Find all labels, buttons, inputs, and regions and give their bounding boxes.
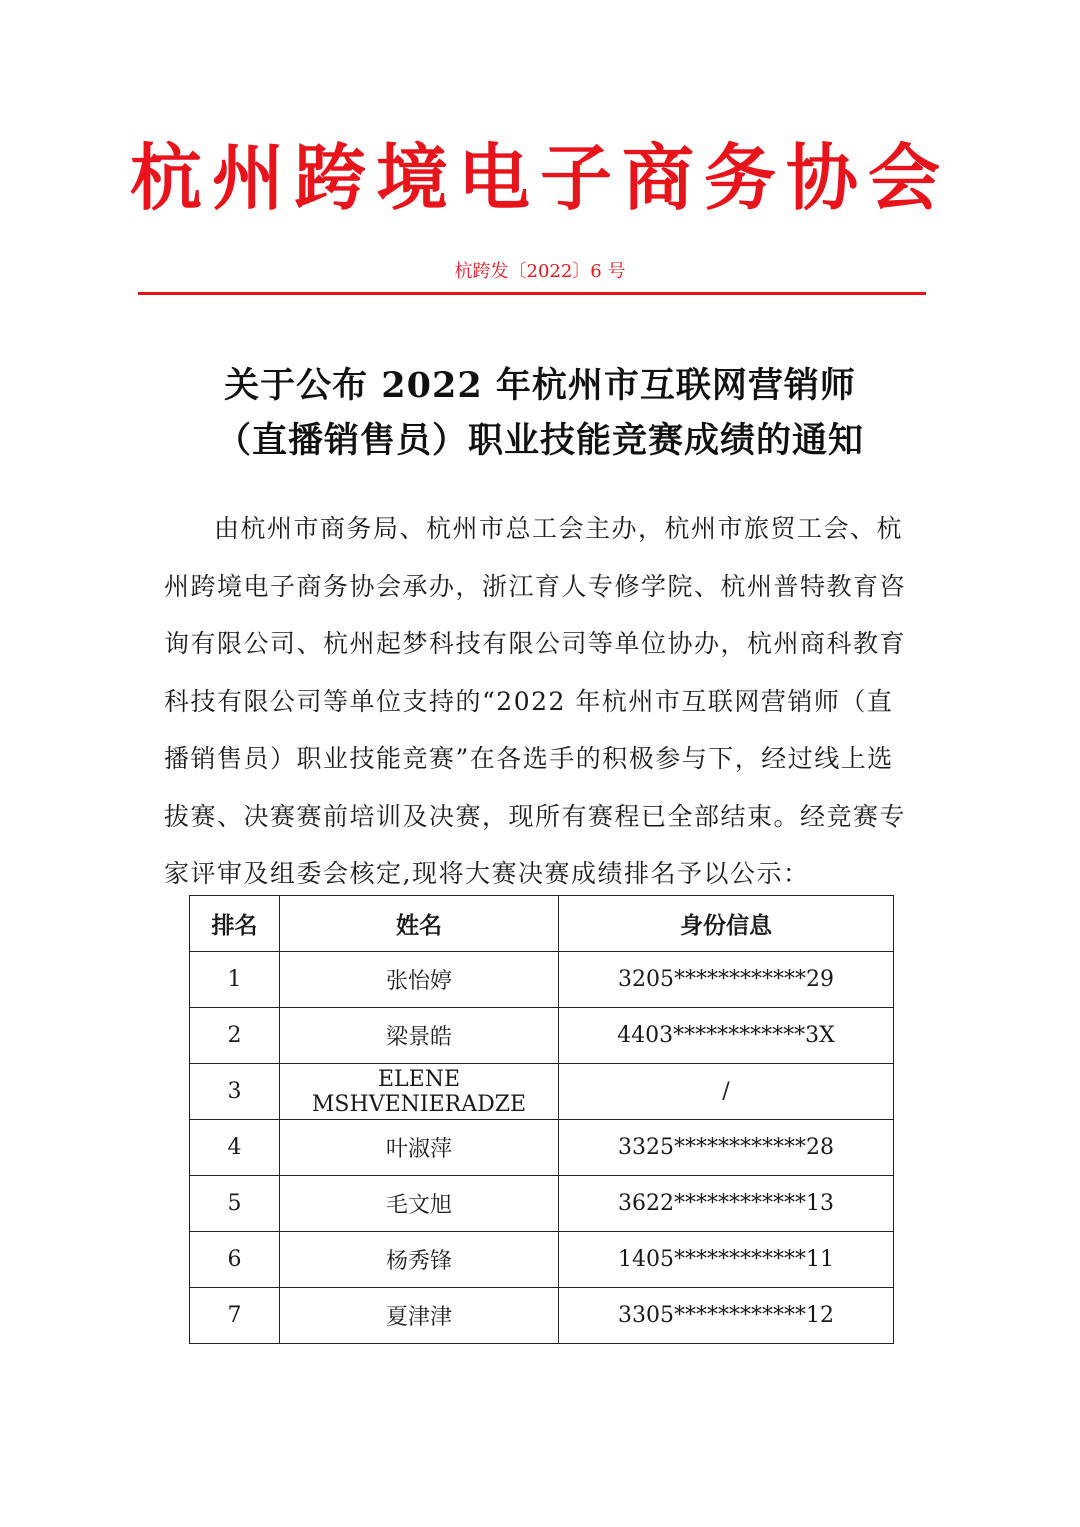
notice-title-line-2: （直播销售员）职业技能竞赛成绩的通知 [215,420,864,461]
body-line: 播销售员）职业技能竞赛”在各选手的积极参与下，经过线上选 [164,744,894,773]
name-cell: 张怡婷 [280,952,559,1008]
name-cell: 毛文旭 [280,1176,559,1232]
notice-title-line-1: 关于公布 2022 年杭州市互联网营销师 [224,365,856,406]
body-line: 家评审及组委会核定,现将大赛决赛成绩排名予以公示： [164,859,810,888]
name-cell: 叶淑萍 [280,1120,559,1176]
rank-cell: 1 [190,952,280,1008]
results-table [189,895,894,1344]
body-line: 询有限公司、杭州起梦科技有限公司等单位协办，杭州商科教育 [164,629,907,658]
header-rank: 排名 [190,896,280,952]
notice-body [164,500,916,903]
red-divider [138,292,926,295]
id-cell: 1405************11 [559,1232,894,1288]
table-header-row [190,896,894,952]
rank-cell: 3 [190,1064,280,1120]
organization-title: 杭州跨境电子商务协会 [129,136,950,220]
header-id-info: 身份信息 [559,896,894,952]
body-line: 由杭州市商务局、杭州市总工会主办，杭州市旅贸工会、杭 [214,514,904,543]
name-cell: ELENE MSHVENIERADZE [280,1064,559,1120]
body-line: 州跨境电子商务协会承办，浙江育人专修学院、杭州普特教育咨 [164,571,907,601]
name-cell: 夏津津 [280,1288,559,1344]
header-name: 姓名 [280,896,559,952]
table-row [190,1288,894,1344]
rank-cell: 5 [190,1176,280,1232]
table-row [190,1232,894,1288]
id-cell: / [559,1064,894,1120]
id-cell: 3305************12 [559,1288,894,1344]
id-cell: 3622************13 [559,1176,894,1232]
body-line: 拔赛、决赛赛前培训及决赛，现所有赛程已全部结束。经竞赛专 [164,801,907,831]
rank-cell: 4 [190,1120,280,1176]
id-cell: 4403************3X [559,1008,894,1064]
notice-title [0,358,1080,468]
table-row [190,1120,894,1176]
table-row [190,1008,894,1064]
table-row [190,952,894,1008]
rank-cell: 2 [190,1008,280,1064]
body-line: 科技有限公司等单位支持的“2022 年杭州市互联网营销师（直 [164,686,894,716]
id-cell: 3325************28 [559,1120,894,1176]
id-cell: 3205************29 [559,952,894,1008]
document-number: 杭跨发〔2022〕6 号 [454,261,626,282]
table-row [190,1176,894,1232]
rank-cell: 6 [190,1232,280,1288]
rank-cell: 7 [190,1288,280,1344]
name-cell: 梁景皓 [280,1008,559,1064]
name-cell: 杨秀锋 [280,1232,559,1288]
table-row [190,1064,894,1120]
